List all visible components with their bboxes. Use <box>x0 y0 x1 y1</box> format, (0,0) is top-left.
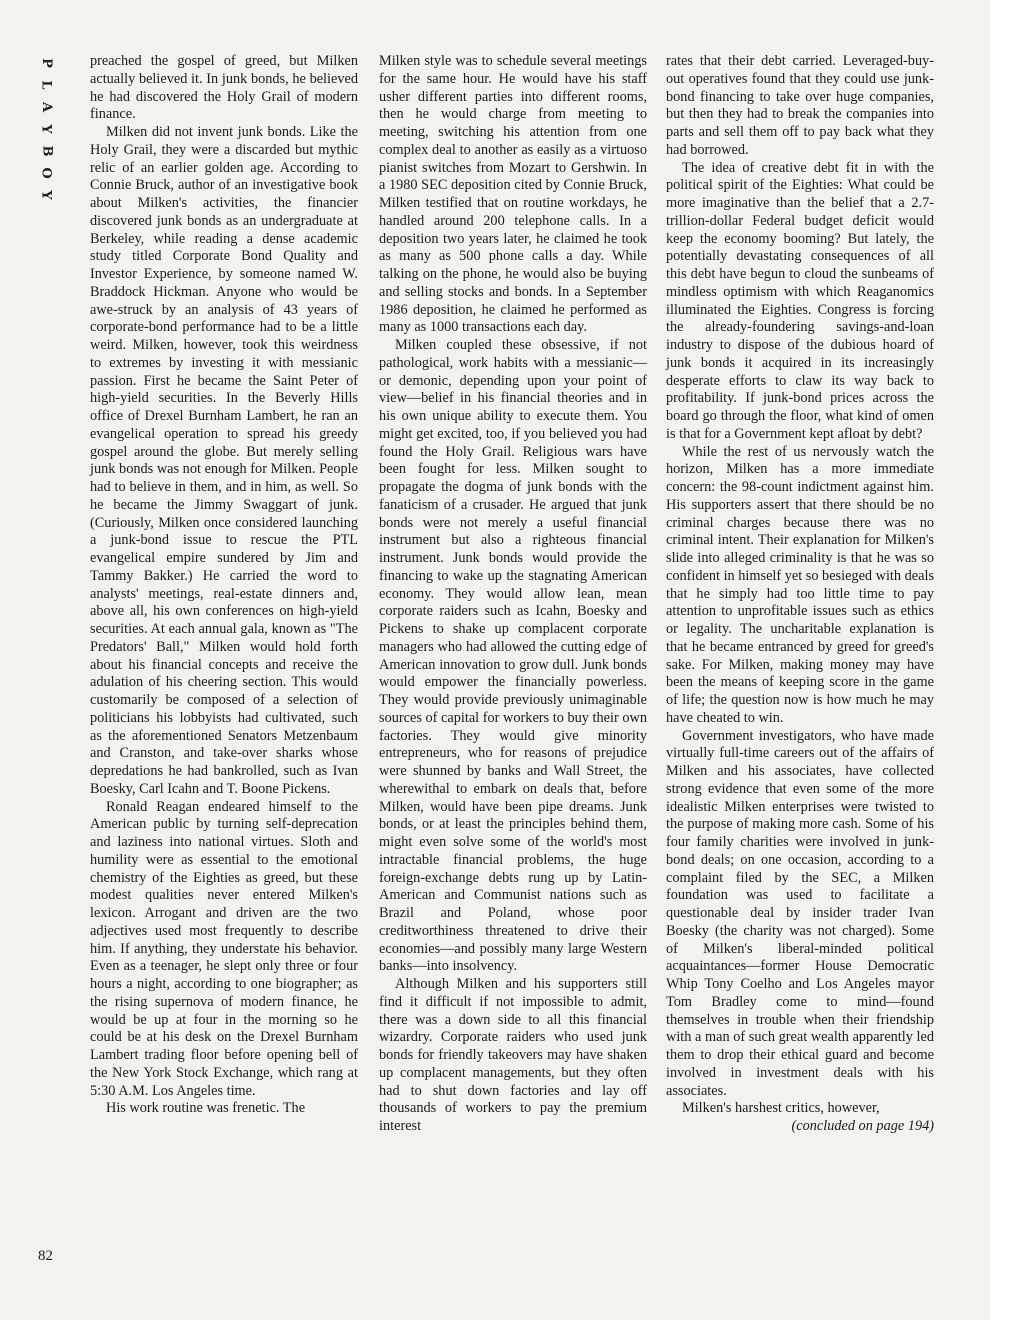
text-column-1 <box>90 53 358 1118</box>
text-column-3 <box>666 53 934 1136</box>
paragraph: His work routine was frenetic. The <box>106 1100 306 1117</box>
paragraph: Although Milken and his supporters still find it difficult if not impossible to admit, there was a down side to all this financial wizardry. Corporate raiders who used junk bonds for friendly takeovers may have shaken up complacent managements, but they often had to shut down factories and lay off thousands of workers to pay the premium interest <box>379 976 647 1134</box>
paragraph: rates that their debt carried. Leveraged-buy-out operatives found that they could use junk-bond financing to take over huge companies, but then they had to break the companies into parts and sell them off to pay back what they had borrowed. <box>666 53 934 158</box>
title-letter: P <box>39 58 54 68</box>
title-letter: O <box>38 167 54 179</box>
title-letter: Y <box>39 190 54 200</box>
paragraph: The idea of creative debt fit in with the political spirit of the Eighties: What could be more imaginative than the belief that a 2.7-trillion-dollar Federal budget deficit would keep the economy booming? But lately, the potentially devastating consequences of all this debt have begun to cloud the sunbeams of mindless optimism with which Reaganomics illuminated the Eighties. Congress is forcing the already-foundering savings-and-loan industry to dispose of the dubious hoard of junk bonds it acquired in its increasingly desperate efforts to claw its way back to profitability. If junk-bond prices across the board go through the floor, what kind of omen is that for a Government kept afloat by debt? <box>666 159 934 442</box>
paragraph: preached the gospel of greed, but Milken actually believed it. In junk bonds, he believed he had discovered the Holy Grail of modern finance. <box>90 53 358 123</box>
continuation-note: (concluded on page 194) <box>791 1118 934 1134</box>
paragraph: Milken coupled these obsessive, if not pathological, work habits with a messianic—or demonic, depending upon your point of view—belief in his financial theories and in his own unique ability to execute them. You might get excited, too, if you believed you had found the Holy Grail. Religious wars have been fought for less. Milken sought to propagate the dogma of junk bonds with the fanaticism of a crusader. He argued that junk bonds were not merely a useful financial instrument but also a righteous financial instrument. Junk bonds would provide the financing to wake up the stagnating American economy. They would allow lean, mean corporate raiders such as Icahn, Boesky and Pickens to shake up complacent corporate managers who had allowed the cutting edge of American innovation to grow dull. Junk bonds would empower the financially powerless. They would provide previously unimaginable sources of capital for workers to buy their own factories. They would give minority entrepreneurs, who for reasons of prejudice were shunned by banks and Wall Street, the wherewithal to embark on deals that, before Milken, would have been pipe dreams. Junk bonds, or at least the principles behind them, might even solve some of the world's most intractable financial problems, the huge foreign-exchange debts rung up by Latin-American and Communist nations such as Brazil and Poland, whose poor creditworthiness threatened to drive their economies—and possibly many large Western banks—into insolvency. <box>379 337 647 975</box>
paragraph: Ronald Reagan endeared himself to the American public by turning self-deprecation and laziness into national virtues. Sloth and humility were as essential to the emotional chemistry of the Eighties as greed, but these modest qualities never entered Milken's lexicon. Arrogant and driven are the two adjectives used most frequently to describe him. If anything, they understate his behavior. Even as a teenager, he slept only three or four hours a night, according to one biographer; as the rising supernova of modern finance, he would be up at four in the morning so he could be at his desk on the Drexel Burnham Lambert trading floor before opening bell of the New York Stock Exchange, which rang at 5:30 A.M. Los Angeles time. <box>90 798 358 1099</box>
title-letter: B <box>39 145 54 157</box>
paragraph: Milken did not invent junk bonds. Like the Holy Grail, they were a discarded but mythic relic of an earlier golden age. According to Connie Bruck, author of an investigative book about Milken's activities, the financier discovered junk bonds as an undergraduate at Berkeley, while reading a dense academic study titled Corporate Bond Quality and Investor Experience, by someone named W. Braddock Hickman. Anyone who would be awe-struck by an analysis of 43 years of corporate-bond performance had to be a little weird. Milken, however, took this weirdness to extremes by investing it with messianic passion. First he became the Saint Peter of high-yield securities. In the Beverly Hills office of Drexel Burnham Lambert, he ran an evangelical operation to spread his greedy gospel around the globe. But merely selling junk bonds was not enough for Milken. People had to believe in them, and in him, as well. So he became the Jimmy Swaggart of junk. (Curiously, Milken once considered launching a junk-bond issue to rescue the PTL evangelical empire sundered by Jim and Tammy Bakker.) He carried the word to analysts' meetings, real-estate dinners and, above all, his own conferences on high-yield securities. At each annual gala, known as "The Predators' Ball," Milken would hold forth about his financial concepts and receive the adulation of his cheering section. This would customarily be composed of a selection of politicians his lobbyists had cultivated, such as the aforementioned Senators Metzenbaum and Cranston, and take-over sharks whose depredations he had bankrolled, such as Ivan Boesky, Carl Icahn and T. Boone Pickens. <box>90 124 358 797</box>
magazine-vertical-title <box>32 52 52 206</box>
paragraph: Milken style was to schedule several meetings for the same hour. He would have his staff usher different parties into different rooms, then he would charge from meeting to meeting, switching his attention from one complex deal to another as easily as a virtuoso pianist switches from Mozart to Gershwin. In a 1980 SEC deposition cited by Connie Bruck, Milken testified that on routine workdays, he handled around 200 telephone calls. In a deposition two years later, he claimed he took as many as 500 phone calls a day. While talking on the phone, he would also be buying and selling stocks and bonds. In a September 1986 deposition, he claimed he performed as many as 1000 transactions each day. <box>379 53 647 336</box>
title-letter: L <box>38 80 54 90</box>
title-letter: A <box>39 101 54 113</box>
paragraph: While the rest of us nervously watch the horizon, Milken has a more immediate concern: the 98-count indictment against him. His supporters assert that there should be no criminal charges because there was no criminal intent. Their explanation for Milken's slide into alleged criminality is that he was so confident in himself yet so besieged with deals that he simply had too little time to pay attention to unprofitable issues such as ethics or legality. The uncharitable explanation is that he became entranced by greed for greed's sake. For Milken, making money may have been the means of keeping score in the game of life; the question now is how much he may have cheated to win. <box>666 443 935 726</box>
page-margin <box>990 0 1020 1320</box>
paragraph: Milken's harshest critics, however, <box>682 1100 880 1117</box>
paragraph: Government investigators, who have made virtually full-time careers out of the affairs of Milken and his associates, have collected strong evidence that even some of the more idealistic Milken enterprises were twisted to the purpose of making more cash. Some of his four family charities were involved in junk-bond deals; on one occasion, according to a complaint filed by the SEC, a Milken foundation was used to facilitate a questionable deal by insider trader Ivan Boesky (the charity was not charged). Some of Milken's liberal-minded political acquaintances—former House Democratic Whip Tony Coelho and Los Angeles mayor Tom Bradley come to mind—found themselves in trouble when their friendship with a man of such great wealth apparently led them to drop their ethical guard and become involved in investment deals with his associates. <box>666 727 934 1099</box>
page-number: 82 <box>38 1248 53 1264</box>
text-column-2 <box>379 53 647 1136</box>
title-letter: Y <box>39 124 54 134</box>
